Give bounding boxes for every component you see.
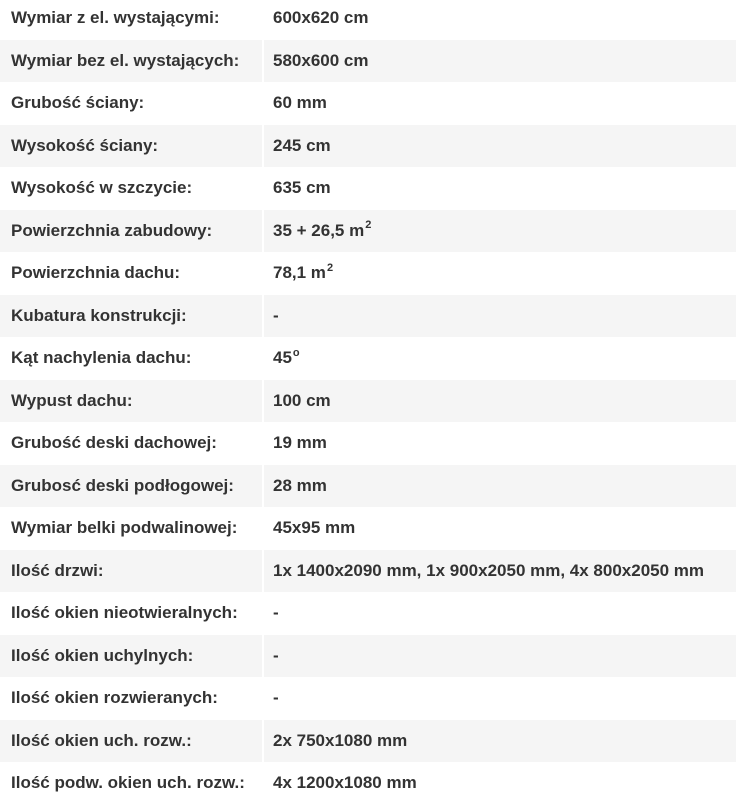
spec-value-text: 635 cm	[273, 178, 331, 198]
spec-value-text: -	[273, 305, 279, 325]
spec-value	[262, 635, 736, 678]
spec-label: Wymiar belki podwalinowej:	[11, 518, 238, 538]
spec-value-text: 28 mm	[273, 475, 327, 495]
spec-row	[0, 40, 736, 83]
spec-label: Ilość drzwi:	[0, 550, 262, 593]
spec-value	[262, 550, 736, 593]
spec-label: Grubosć deski podłogowej:	[0, 465, 262, 508]
spec-value-text: -	[273, 603, 279, 623]
spec-value	[262, 0, 736, 40]
spec-row	[0, 252, 736, 295]
spec-row	[0, 635, 736, 678]
spec-value	[262, 465, 736, 508]
spec-value-text: 1x 1400x2090 mm, 1x 900x2050 mm, 4x 800x2050 mm	[273, 560, 705, 580]
spec-row	[0, 720, 736, 763]
spec-value	[262, 762, 736, 805]
spec-row	[0, 210, 736, 253]
spec-value	[262, 252, 736, 295]
spec-value	[262, 167, 736, 210]
spec-value-text: 100 cm	[273, 390, 331, 410]
spec-value	[262, 677, 736, 720]
spec-label: Grubość deski dachowej:	[11, 433, 217, 453]
spec-value-text: 35 + 26,5 m	[273, 220, 365, 240]
spec-row	[0, 167, 736, 210]
spec-value	[262, 592, 736, 635]
spec-value-text: -	[273, 645, 279, 665]
spec-value	[262, 337, 736, 380]
spec-value	[262, 82, 736, 125]
spec-row	[0, 125, 736, 168]
spec-row	[0, 762, 736, 805]
spec-row	[0, 82, 736, 125]
spec-value-text: 45	[273, 348, 292, 368]
spec-value	[262, 295, 736, 338]
spec-row	[0, 677, 736, 720]
spec-value-text: 245 cm	[273, 135, 331, 155]
spec-label: Ilość okien rozwieranych:	[11, 688, 218, 708]
spec-value	[262, 422, 736, 465]
spec-label: Wymiar bez el. wystających:	[0, 40, 262, 83]
spec-value-text: 2x 750x1080 mm	[273, 730, 408, 750]
spec-row	[0, 380, 736, 423]
spec-label: Kubatura konstrukcji:	[0, 295, 262, 338]
spec-value	[262, 125, 736, 168]
superscript-exponent: 2	[326, 261, 334, 274]
spec-row	[0, 422, 736, 465]
spec-value	[262, 380, 736, 423]
spec-value-text: 78,1 m	[273, 263, 326, 283]
spec-label: Ilość okien uchylnych:	[0, 635, 262, 678]
spec-row	[0, 592, 736, 635]
spec-label: Kąt nachylenia dachu:	[11, 348, 192, 368]
spec-row	[0, 0, 736, 40]
spec-row	[0, 295, 736, 338]
spec-value	[262, 507, 736, 550]
spec-row	[0, 507, 736, 550]
spec-row	[0, 550, 736, 593]
spec-label: Ilość podw. okien uch. rozw.:	[11, 773, 245, 793]
spec-label: Wysokość ściany:	[0, 125, 262, 168]
degree-superscript: o	[292, 346, 300, 359]
spec-label: Powierzchnia dachu:	[11, 263, 181, 283]
spec-label: Grubość ściany:	[11, 93, 145, 113]
spec-value-text: 580x600 cm	[273, 50, 369, 70]
spec-label: Ilość okien uch. rozw.:	[0, 720, 262, 763]
spec-label: Powierzchnia zabudowy:	[0, 210, 262, 253]
spec-value	[262, 210, 736, 253]
spec-row	[0, 465, 736, 508]
spec-row	[0, 337, 736, 380]
spec-value-text: 60 mm	[273, 93, 327, 113]
spec-label: Wymiar z el. wystającymi:	[11, 8, 220, 28]
spec-value-text: -	[273, 688, 279, 708]
spec-value-text: 600x620 cm	[273, 8, 369, 28]
spec-value	[262, 40, 736, 83]
spec-label: Wypust dachu:	[0, 380, 262, 423]
spec-value-text: 19 mm	[273, 433, 327, 453]
spec-value-text: 4x 1200x1080 mm	[273, 773, 417, 793]
spec-value	[262, 720, 736, 763]
spec-label: Ilość okien nieotwieralnych:	[11, 603, 238, 623]
spec-value-text: 45x95 mm	[273, 518, 356, 538]
spec-label: Wysokość w szczycie:	[11, 178, 193, 198]
superscript-exponent: 2	[365, 219, 372, 232]
